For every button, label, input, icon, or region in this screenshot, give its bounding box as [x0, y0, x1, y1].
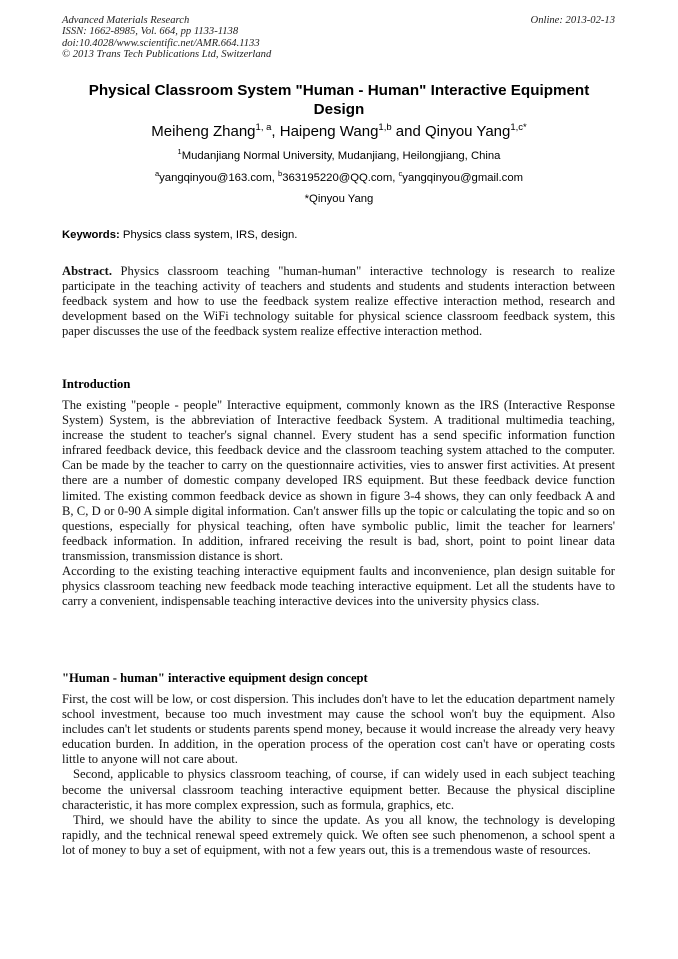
paragraph: First, the cost will be low, or cost dispersion. This includes don't have to let the education department namely school investment, because too much investment may cause the school won't buy the equipment. Also includes can't let students or students parents spend money, because it would increase the already very heavy education burden. In addition, in the operation process of the operation cost can't have or operating costs little to anyone will not care about.: [62, 692, 615, 767]
paper-title: Physical Classroom System "Human - Human" Interactive Equipment Design: [88, 82, 590, 118]
introduction-body: [62, 398, 615, 609]
keywords-label: Keywords:: [62, 229, 120, 241]
paragraph: The existing "people - people" Interactive equipment, commonly known as the IRS (Interactive Response System) System, is the abbreviation of Interactive feedback System. A traditional multimedia teaching, increase the student to teacher's signal channel. Every student has a send specific information function infrared feedback device, this feedback device and the classroom teaching system attached to the computer. Can be made by the teacher to carry on the questionnaire activities, vies to answer first activities. At present there are a number of domestic company developed IRS equipment. But these feedback device function limited. The existing common feedback device as shown in figure 3-4 shows, they can only feedback A and B, C, D or 0-90 A simple digital information. Can't answer fills up the topic or calculating the topic and so on questions, especially for physical teaching, often have symbolic public, limit the teacher for learners' feedback information. In addition, infrared receiving the result is bad, short, point to point linear data transmission, transmission distance is short.: [62, 398, 615, 563]
author-name: Meiheng Zhang: [151, 123, 256, 140]
copyright-line: © 2013 Trans Tech Publications Ltd, Switzerland: [62, 49, 272, 61]
journal-name: Advanced Materials Research: [62, 15, 190, 26]
paragraph: According to the existing teaching interactive equipment faults and inconvenience, plan design suitable for physics classroom teaching new feedback mode teaching interactive equipment. Let all the students have to carry a convenient, indispensable teaching interactive devices into the university physics class.: [62, 564, 615, 609]
paragraph: Third, we should have the ability to since the update. As you all know, the technology is developing rapidly, and the technical renewal speed extremely quick. We often see such phenomenon, a school spent a lot of money to buy a set of equipment, with not a few years out, this is a tremendous waste of resources.: [62, 812, 615, 857]
section-heading-design-concept: "Human - human" interactive equipment design concept: [62, 671, 368, 685]
author-list: [62, 123, 616, 141]
abstract-text: Physics classroom teaching "human-human" interactive technology is research to realize participate in the teaching activity of teachers and students and students and students interaction between feedback system and how to use the feedback system realize effective interaction method, research and development based on the WiFi technology suitable for physical science classroom feedback system, this paper discusses the use of the feedback system realize effective interaction method.: [62, 264, 615, 339]
keywords: [62, 228, 616, 242]
issn-line: ISSN: 1662-8985, Vol. 664, pp 1133-1138: [62, 26, 239, 38]
abstract: [62, 264, 615, 339]
author-affil-mark: 1,b: [378, 122, 392, 133]
doi-line: doi:10.4028/www.scientific.net/AMR.664.1133: [62, 37, 260, 49]
author-affil-mark: 1, a: [255, 122, 272, 133]
paragraph: Second, applicable to physics classroom teaching, of course, if can widely used in each subject teaching become the universal classroom teaching interactive equipment better. Because the physical discipline characteristic, it has more complex expression, such as formula, graphics, etc.: [62, 767, 615, 812]
author-emails: [62, 171, 616, 185]
email-mark: a: [154, 169, 160, 178]
section-heading-introduction: Introduction: [62, 377, 131, 391]
keywords-text: Physics class system, IRS, design.: [119, 229, 298, 241]
author-name: Qinyou Yang: [425, 123, 511, 140]
affiliation-text: Mudanjiang Normal University, Mudanjiang, Heilongjiang, China: [181, 150, 501, 162]
author-separator: ,: [271, 123, 280, 140]
abstract-label: Abstract.: [62, 264, 113, 278]
journal-header: [62, 15, 271, 61]
author-name: Haipeng Wang: [279, 123, 379, 140]
email-link[interactable]: 363195220@QQ.com,: [282, 172, 399, 184]
affiliation-mark: 1: [177, 147, 182, 156]
email-mark: b: [278, 169, 283, 178]
email-mark: c: [398, 169, 403, 178]
author-separator: and: [391, 123, 425, 140]
design-concept-body: [62, 692, 615, 858]
author-affil-mark: 1,c*: [510, 122, 527, 133]
corresponding-author: *Qinyou Yang: [304, 193, 374, 205]
email-link[interactable]: yangqinyou@gmail.com: [402, 172, 524, 184]
email-link[interactable]: yangqinyou@163.com,: [159, 172, 279, 184]
affiliation: [62, 149, 616, 163]
online-date: Online: 2013-02-13: [530, 15, 615, 26]
